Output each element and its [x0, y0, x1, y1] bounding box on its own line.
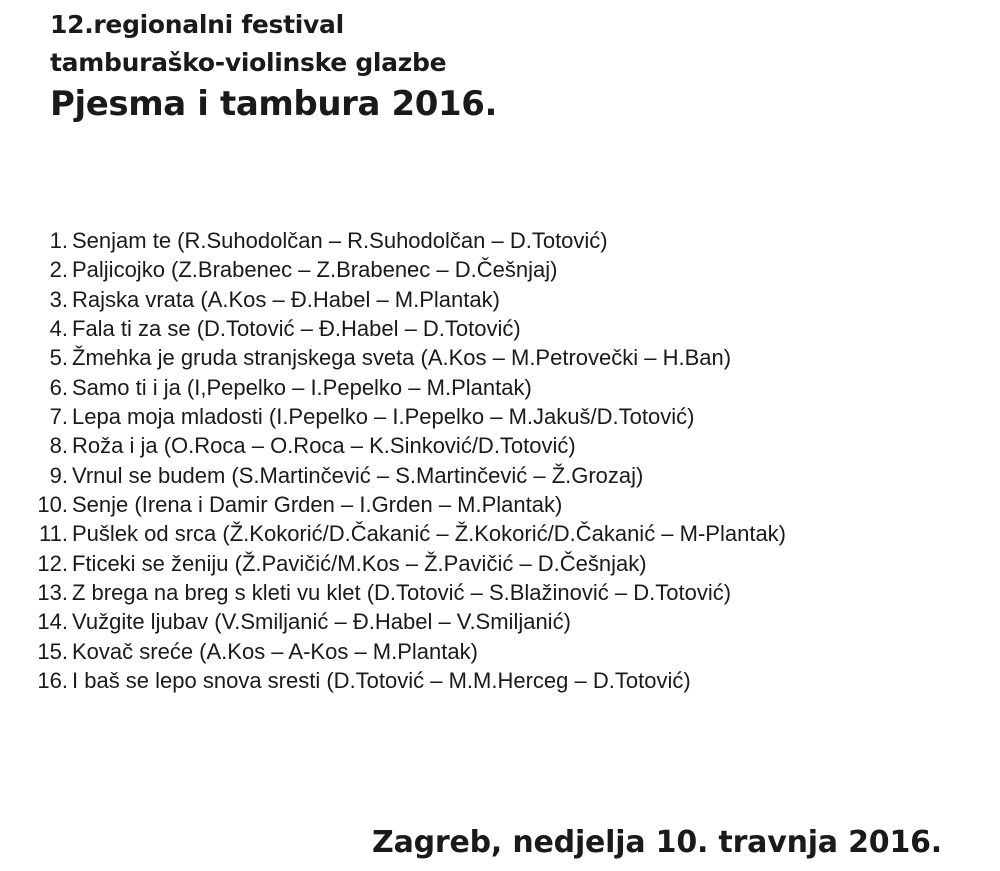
song-number: 12.	[37, 550, 68, 576]
event-date-location: Zagreb, nedjelja 10. travnja 2016.	[372, 825, 942, 860]
festival-subtitle-line-2: tamburaško-violinske glazbe	[50, 48, 447, 77]
song-text: Senje (Irena i Damir Grden – I.Grden – M.Plantak)	[72, 492, 563, 518]
song-number: 11.	[39, 521, 68, 547]
song-number: 8.	[49, 433, 68, 459]
song-text: Paljicojko (Z.Brabenec – Z.Brabenec – D.Češnjaj)	[72, 257, 558, 283]
song-text: Samo ti i ja (I,Pepelko – I.Pepelko – M.Plantak)	[72, 374, 532, 400]
song-number: 1.	[49, 228, 68, 253]
song-number: 5.	[49, 345, 68, 371]
song-text: Fala ti za se (D.Totović – Đ.Habel – D.Totović)	[72, 316, 521, 342]
song-number: 16.	[37, 668, 68, 694]
song-number: 15.	[37, 638, 68, 664]
song-number: 2.	[49, 257, 68, 283]
song-number: 6.	[49, 374, 68, 400]
song-text: Roža i ja (O.Roca – O.Roca – K.Sinković/D.Totović)	[72, 433, 576, 459]
song-text: Žmehka je gruda stranjskega sveta (A.Kos – M.Petrovečki – H.Ban)	[72, 345, 732, 371]
song-text: Fticeki se ženiju (Ž.Pavičić/M.Kos – Ž.Pavičić – D.Češnjak)	[72, 550, 647, 576]
song-text: Z brega na breg s kleti vu klet (D.Totović – S.Blažinović – D.Totović)	[72, 580, 732, 606]
festival-header	[50, 6, 497, 126]
song-text: Vužgite ljubav (V.Smiljanić – Đ.Habel – V.Smiljanić)	[72, 609, 571, 635]
song-number: 7.	[49, 404, 68, 430]
song-text: Kovač sreće (A.Kos – A-Kos – M.Plantak)	[72, 638, 478, 664]
song-text: Lepa moja mladosti (I.Pepelko – I.Pepelko – M.Jakuš/D.Totović)	[72, 404, 695, 430]
festival-title: Pjesma i tambura 2016.	[50, 84, 498, 124]
song-number: 3.	[49, 286, 68, 312]
song-number: 13.	[37, 580, 68, 606]
song-text: Vrnul se budem (S.Martinčević – S.Martinčević – Ž.Grozaj)	[72, 462, 644, 488]
song-text: Rajska vrata (A.Kos – Đ.Habel – M.Plantak)	[72, 286, 500, 312]
song-text: Senjam te (R.Suhodolčan – R.Suhodolčan – D.Totović)	[72, 228, 608, 253]
song-number: 9.	[49, 462, 68, 488]
song-number: 14.	[37, 609, 68, 635]
song-number: 4.	[49, 316, 68, 342]
song-number: 10.	[37, 492, 68, 518]
song-text: Pušlek od srca (Ž.Kokorić/D.Čakanić – Ž.Kokorić/D.Čakanić – M-Plantak)	[72, 521, 787, 547]
song-text: I baš se lepo snova sresti (D.Totović – M.M.Herceg – D.Totović)	[72, 668, 691, 694]
festival-subtitle-line-1: 12.regionalni festival	[50, 10, 344, 39]
